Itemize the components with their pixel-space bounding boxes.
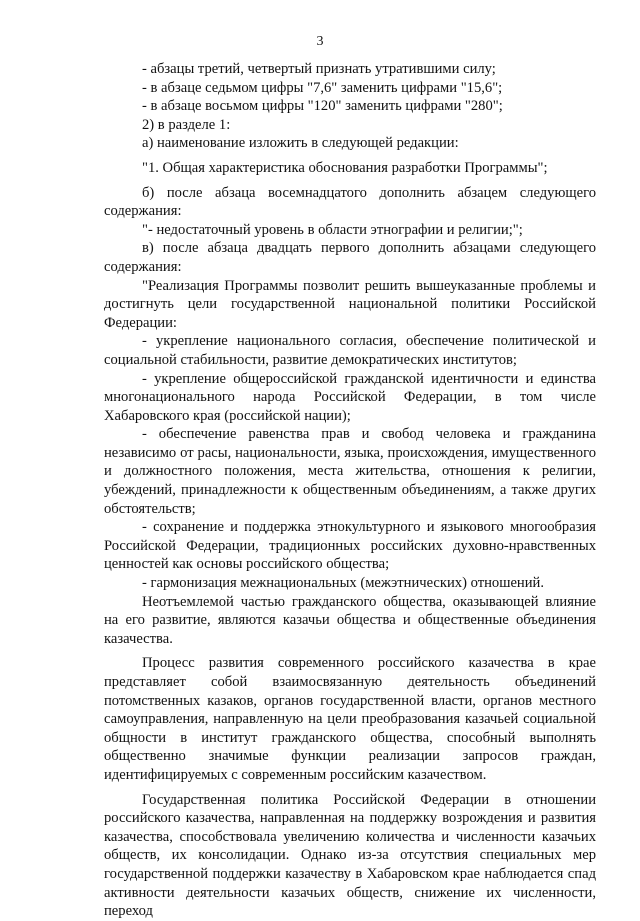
paragraph-replace-digits-120: - в абзаце восьмом цифры "120" заменить цифрами "280"; xyxy=(142,98,503,115)
list-item-cultural-diversity: - сохранение и поддержка этнокультурного и языкового многообразия Российской Федерации, традиционных российских духовно-нравственных ценностей как основы российского общества; xyxy=(104,519,596,573)
paragraph-item-c: в) после абзаца двадцать первого дополнить абзацами следующего содержания: xyxy=(104,240,596,275)
paragraph-cossack-development: Процесс развития современного российского казачества в крае представляет собой взаимосвязанную деятельность объединений потомственных казаков, органов государственной власти, органов местного самоуправления, направленную на цели преобразования казачьей социальной общности в институт гражданского общества, способный выполнять общественно значимые функции реализации запросов граждан, идентифицируемых с современным российским казачеством. xyxy=(104,655,596,783)
page-number: 3 xyxy=(316,34,324,49)
paragraph-heading-quote: "1. Общая характеристика обоснования разработки Программы"; xyxy=(142,159,548,176)
list-item-national-accord: - укрепление национального согласия, обеспечение политической и социальной стабильности, развитие демократических институтов; xyxy=(104,333,596,368)
list-item-equal-rights: - обеспечение равенства прав и свобод человека и гражданина независимо от расы, национальности, языка, происхождения, имущественного и должностного положения, места жительства, отношения к религии, убеждений, принадлежности к общественным объединениям, а также других обстоятельств; xyxy=(104,426,596,517)
paragraph-item-a: а) наименование изложить в следующей редакции: xyxy=(142,135,459,152)
paragraph-repeal-clauses: - абзацы третий, четвертый признать утратившими силу; xyxy=(142,61,496,77)
paragraph-cossack-societies: Неотъемлемой частью гражданского общества, оказывающей влияние на его развитие, являются казачьи общества и общественные объединения казачества. xyxy=(104,593,596,647)
paragraph-item-b: б) после абзаца восемнадцатого дополнить абзацем следующего содержания: xyxy=(104,184,596,220)
paragraph-ethnography-quote: "- недостаточный уровень в области этнографии и религии;"; xyxy=(142,221,523,238)
list-item-interethnic-harmony: - гармонизация межнациональных (межэтнических) отношений. xyxy=(142,575,544,592)
document-body xyxy=(104,60,596,921)
list-item-civic-identity: - укрепление общероссийской гражданской идентичности и единства многонационального народа Российской Федерации, в том числе Хабаровского края (российской нации); xyxy=(104,370,596,424)
paragraph-program-goals: "Реализация Программы позволит решить вышеуказанные проблемы и достигнуть цели государственной национальной политики Российской Федерации: xyxy=(104,277,596,331)
paragraph-state-policy: Государственная политика Российской Федерации в отношении российского казачества, направленная на поддержку возрождения и развития казачества, способствовала увеличению количества и численности казачьих обществ, их консолидации. Однако из-за отсутствия специальных мер государственной поддержки казачеству в Хабаровском крае наблюдается спад активности деятельности казачьих обществ, снижение их численности, переход xyxy=(104,791,596,920)
paragraph-section-1: 2) в разделе 1: xyxy=(142,116,231,133)
paragraph-replace-digits-7-6: - в абзаце седьмом цифры "7,6" заменить цифрами "15,6"; xyxy=(142,79,503,96)
